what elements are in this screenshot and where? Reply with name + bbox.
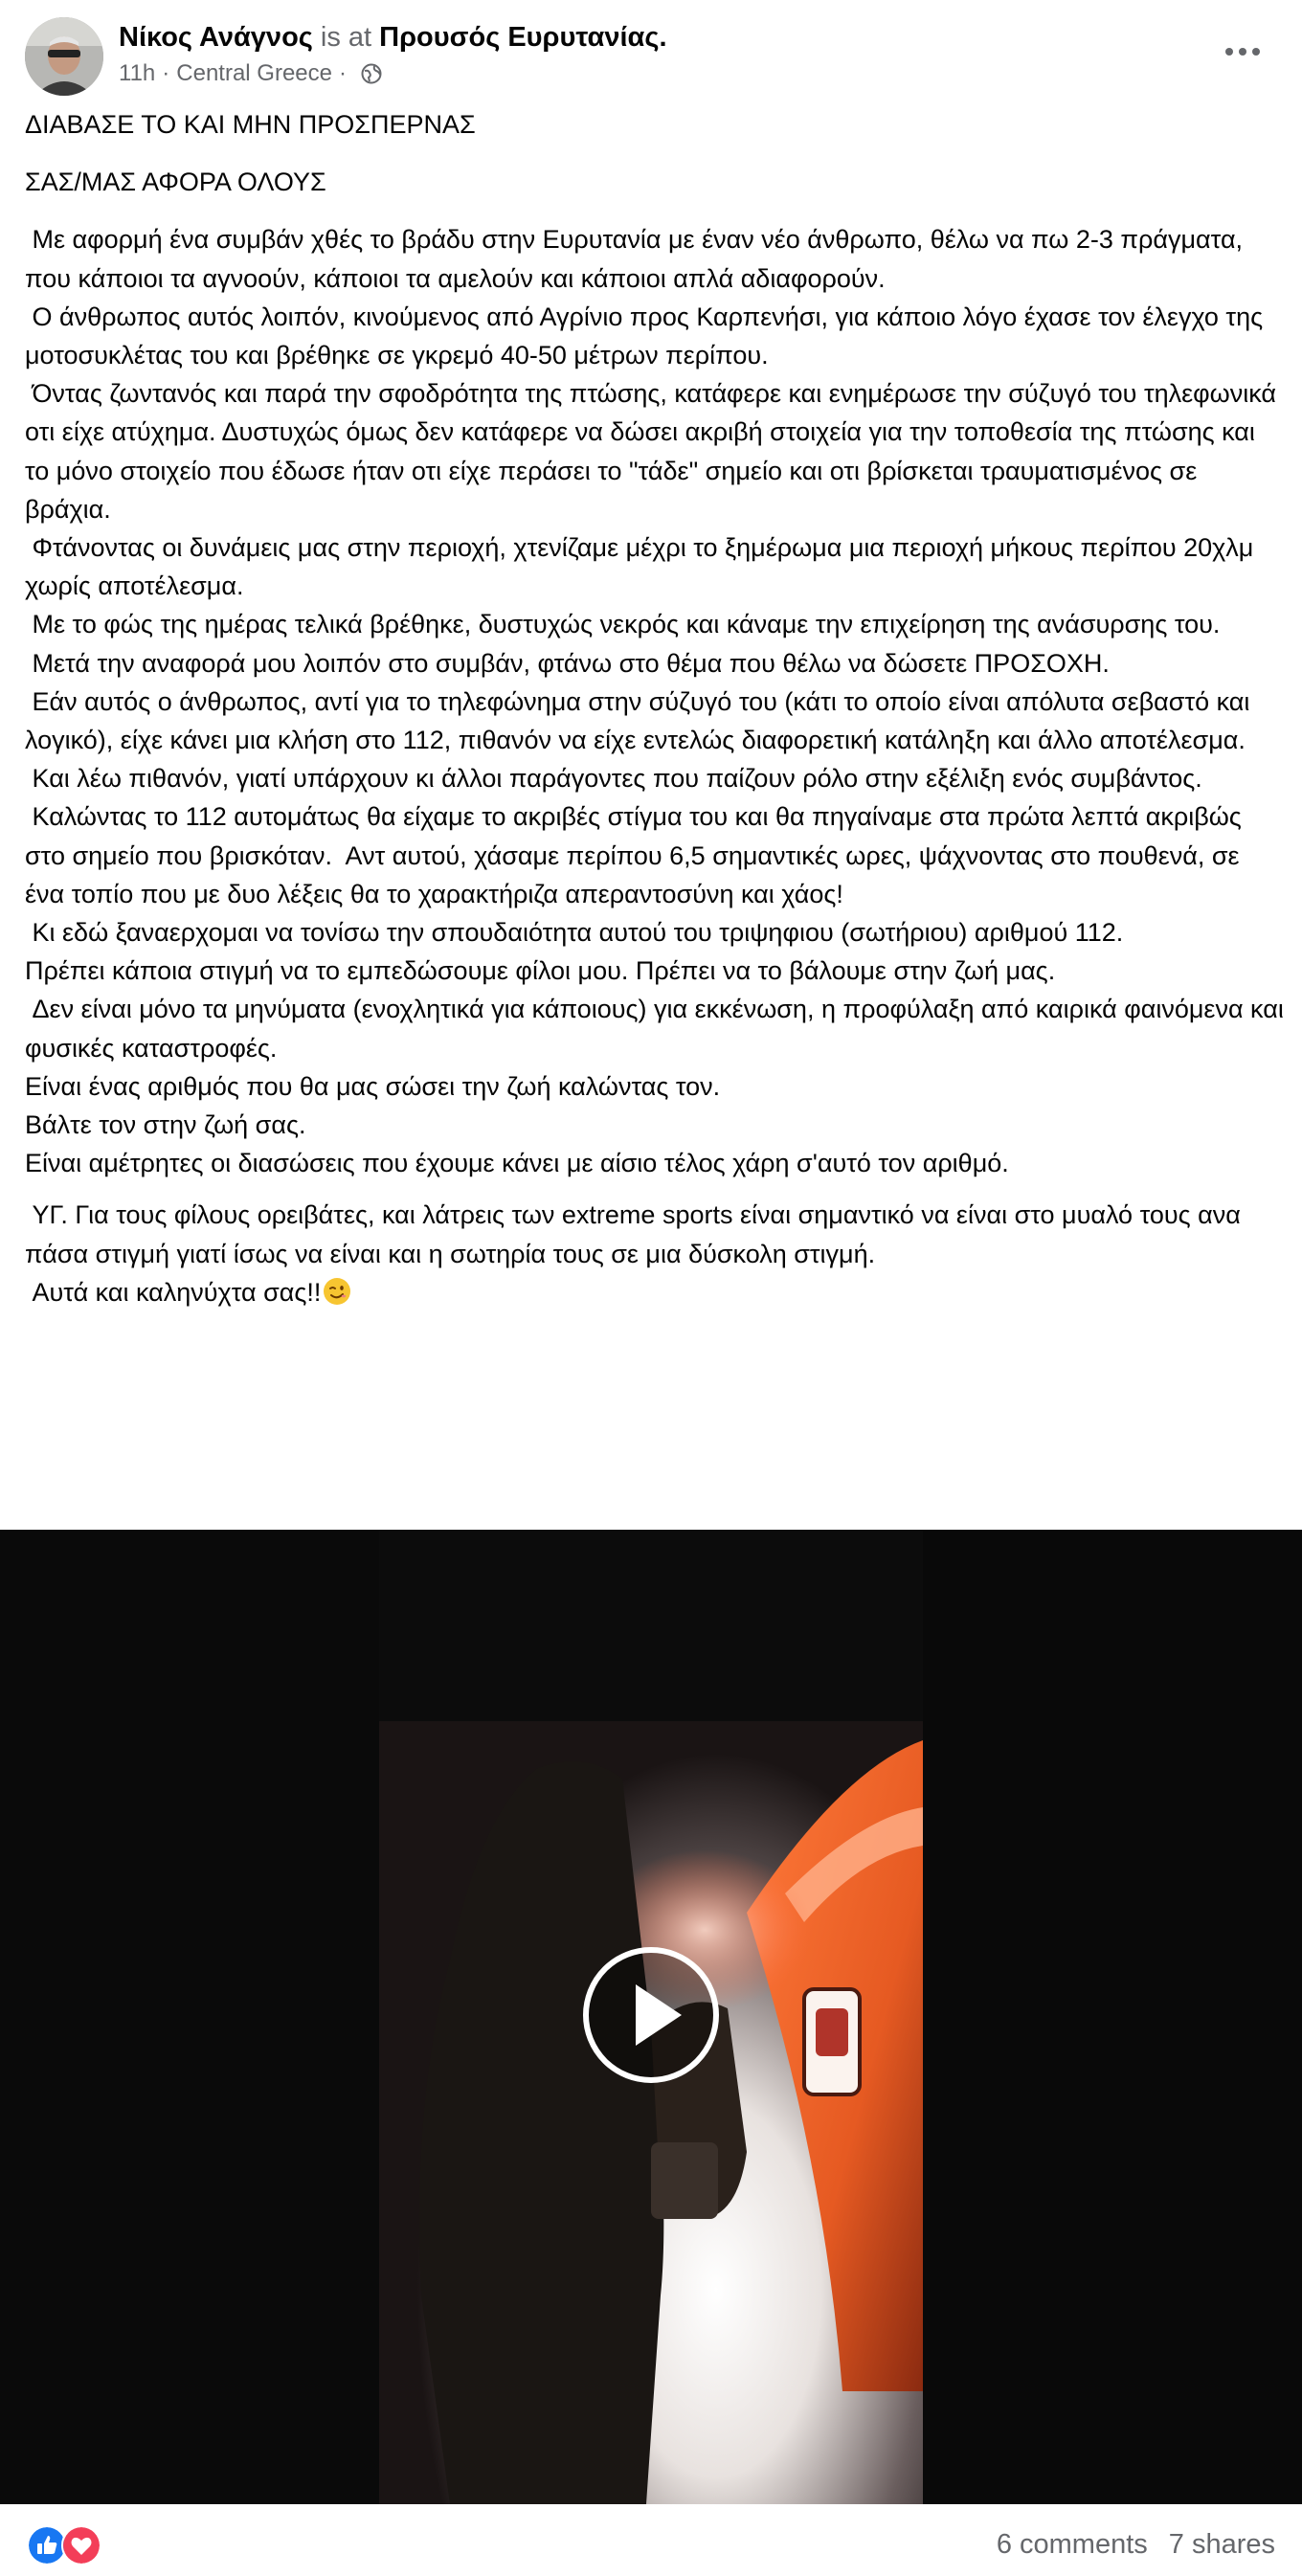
post-paragraph: Είναι αμέτρητες οι διασώσεις που έχουμε κάνει με αίσιο τέλος χάρη σ'αυτό τον αριθμό. bbox=[25, 1149, 1009, 1178]
author-line bbox=[119, 19, 667, 56]
play-button[interactable] bbox=[582, 1946, 720, 2084]
place-link[interactable]: Προυσός Ευρυτανίας. bbox=[379, 22, 667, 53]
post-paragraph: Κι εδώ ξαναερχομαι να τονίσω την σπουδαιότητα αυτού του τριψηφιου (σωτήριου) αριθμού 112. bbox=[25, 918, 1124, 948]
globe-icon[interactable] bbox=[361, 63, 382, 84]
post-text bbox=[25, 105, 1291, 1311]
post-paragraph: Είναι ένας αριθμός που θα μας σώσει την ζωή καλώντας τον. bbox=[25, 1071, 721, 1101]
post-paragraph: Μετά την αναφορά μου λοιπόν στο συμβάν, φτάνω στο θέμα που θέλω να δώσετε ΠΡΟΣΟΧΗ. bbox=[25, 648, 1110, 678]
separator-dot: · bbox=[162, 60, 170, 86]
post-paragraph: ΣΑΣ/ΜΑΣ ΑΦΟΡΑ ΟΛΟΥΣ bbox=[25, 168, 326, 197]
more-options-icon bbox=[1223, 47, 1262, 56]
comments-count-link[interactable]: 6 comments bbox=[996, 2529, 1148, 2560]
post-paragraph: Βάλτε τον στην ζωή σας. bbox=[25, 1110, 306, 1140]
engagement-stats bbox=[997, 2525, 1275, 2564]
avatar[interactable] bbox=[25, 17, 103, 96]
love-reaction-icon bbox=[61, 2525, 101, 2565]
post-paragraph: Ο άνθρωπος αυτός λοιπόν, κινούμενος από Αγρίνιο προς Καρπενήσι, για κάποιο λόγο έχασε τον έλεγχο της μοτοσυκλέτας του και βρέθηκε σε γκρεμό 40-50 μέτρων περίπου. bbox=[25, 302, 1270, 370]
separator-dot: · bbox=[339, 60, 348, 86]
post-paragraph: Φτάνοντας οι δυνάμεις μας στην περιοχή, χτενίζαμε μέχρι το ξημέρωμα μια περιοχή μήκους περίπου 20χλμ χωρίς αποτέλεσμα. bbox=[25, 533, 1261, 601]
post-paragraph-closing bbox=[25, 1273, 1285, 1311]
post-paragraph: ΥΓ. Για τους φίλους ορειβάτες, και λάτρεις των extreme sports είναι σημαντικό να είναι στο μυαλό τους ανα πάσα στιγμή γιατί ίσως να είναι και η σωτηρία τους σε μια δύσκολη στιγμή. bbox=[25, 1200, 1248, 1268]
post-paragraph: Εάν αυτός ο άνθρωπος, αντί για το τηλεφώνημα στην σύζυγό του (κάτι το οποίο είναι απόλυτα σεβαστό και λογικό), είχε κάνει μια κλήση στο 112, πιθανόν να είχε εντελώς διαφορετική κατάληξη και άλλο αποτέλεσμα. bbox=[25, 686, 1257, 755]
wink-emoji-icon bbox=[323, 1277, 351, 1306]
author-name-link[interactable]: Νίκος Ανάγνος bbox=[119, 22, 313, 53]
post-meta bbox=[119, 59, 382, 88]
post-paragraph: Δεν είναι μόνο τα μηνύματα (ενοχλητικά για κάποιους) για εκκένωση, η προφύλαξη από καιρικά φαινόμενα και φυσικές καταστροφές. bbox=[25, 995, 1291, 1063]
post-paragraph: Καλώντας το 112 αυτομάτως θα είχαμε το ακριβές στίγμα του και θα πηγαίναμε στα πρώτα λεπτά ακριβώς στο σημείο που βρισκόταν. Αντ αυτού, χάσαμε περίπου 6,5 σημαντικές ωρες, ψάχνοντας στο πουθενά, σε ένα τοπίο που με δυο λέξεις θα το χαρακτήριζα απεραντοσύνη και χάος! bbox=[25, 802, 1249, 908]
more-options-button[interactable] bbox=[1214, 31, 1271, 73]
shares-count-link[interactable]: 7 shares bbox=[1168, 2529, 1275, 2560]
at-text: is at bbox=[320, 22, 372, 53]
post-paragraph: Με αφορμή ένα συμβάν χθές το βράδυ στην Ευρυτανία με έναν νέο άνθρωπο, θέλω να πω 2-3 πράγματα, που κάποιοι τα αγνοούν, κάποιοι τα αμελούν και κάποιοι απλά αδιαφορούν. bbox=[25, 225, 1250, 293]
post-paragraph: Με το φώς της ημέρας τελικά βρέθηκε, δυστυχώς νεκρός και κάναμε την επιχείρηση της ανάσυρσης του. bbox=[25, 610, 1221, 639]
post-footer bbox=[0, 2504, 1302, 2576]
play-icon bbox=[582, 1946, 720, 2084]
post-paragraph: Όντας ζωντανός και παρά την σφοδρότητα της πτώσης, κατάφερε και ενημέρωσε την σύζυγό του τηλεφωνικά οτι είχε ατύχημα. Δυστυχώς όμως δεν κατάφερε να δώσει ακριβή στοιχεία για την τοποθεσία της πτώσης και το μόνο στοιχείο που έδωσε ήταν οτι είχε περάσει το "τάδε" σημείο και οτι βρίσκεται τραυματισμένος σε βράχια. bbox=[25, 379, 1284, 524]
post-header bbox=[25, 17, 1279, 100]
post-time-link[interactable]: 11h bbox=[119, 60, 156, 86]
post-location: Central Greece bbox=[176, 60, 333, 86]
post-paragraph: Και λέω πιθανόν, γιατί υπάρχουν κι άλλοι παράγοντες που παίζουν ρόλο στην εξέλιξη ενός συμβάντος. bbox=[25, 764, 1202, 794]
closing-text: Αυτά και καληνύχτα σας!! bbox=[25, 1277, 322, 1307]
post-paragraph: ΔΙΑΒΑΣΕ ΤΟ ΚΑΙ ΜΗΝ ΠΡΟΣΠΕΡΝΑΣ bbox=[25, 110, 476, 139]
reactions-summary[interactable] bbox=[27, 2525, 101, 2564]
post-paragraph: Πρέπει κάποια στιγμή να το εμπεδώσουμε φίλοι μου. Πρέπει να το βάλουμε στην ζωή μας. bbox=[25, 956, 1056, 986]
